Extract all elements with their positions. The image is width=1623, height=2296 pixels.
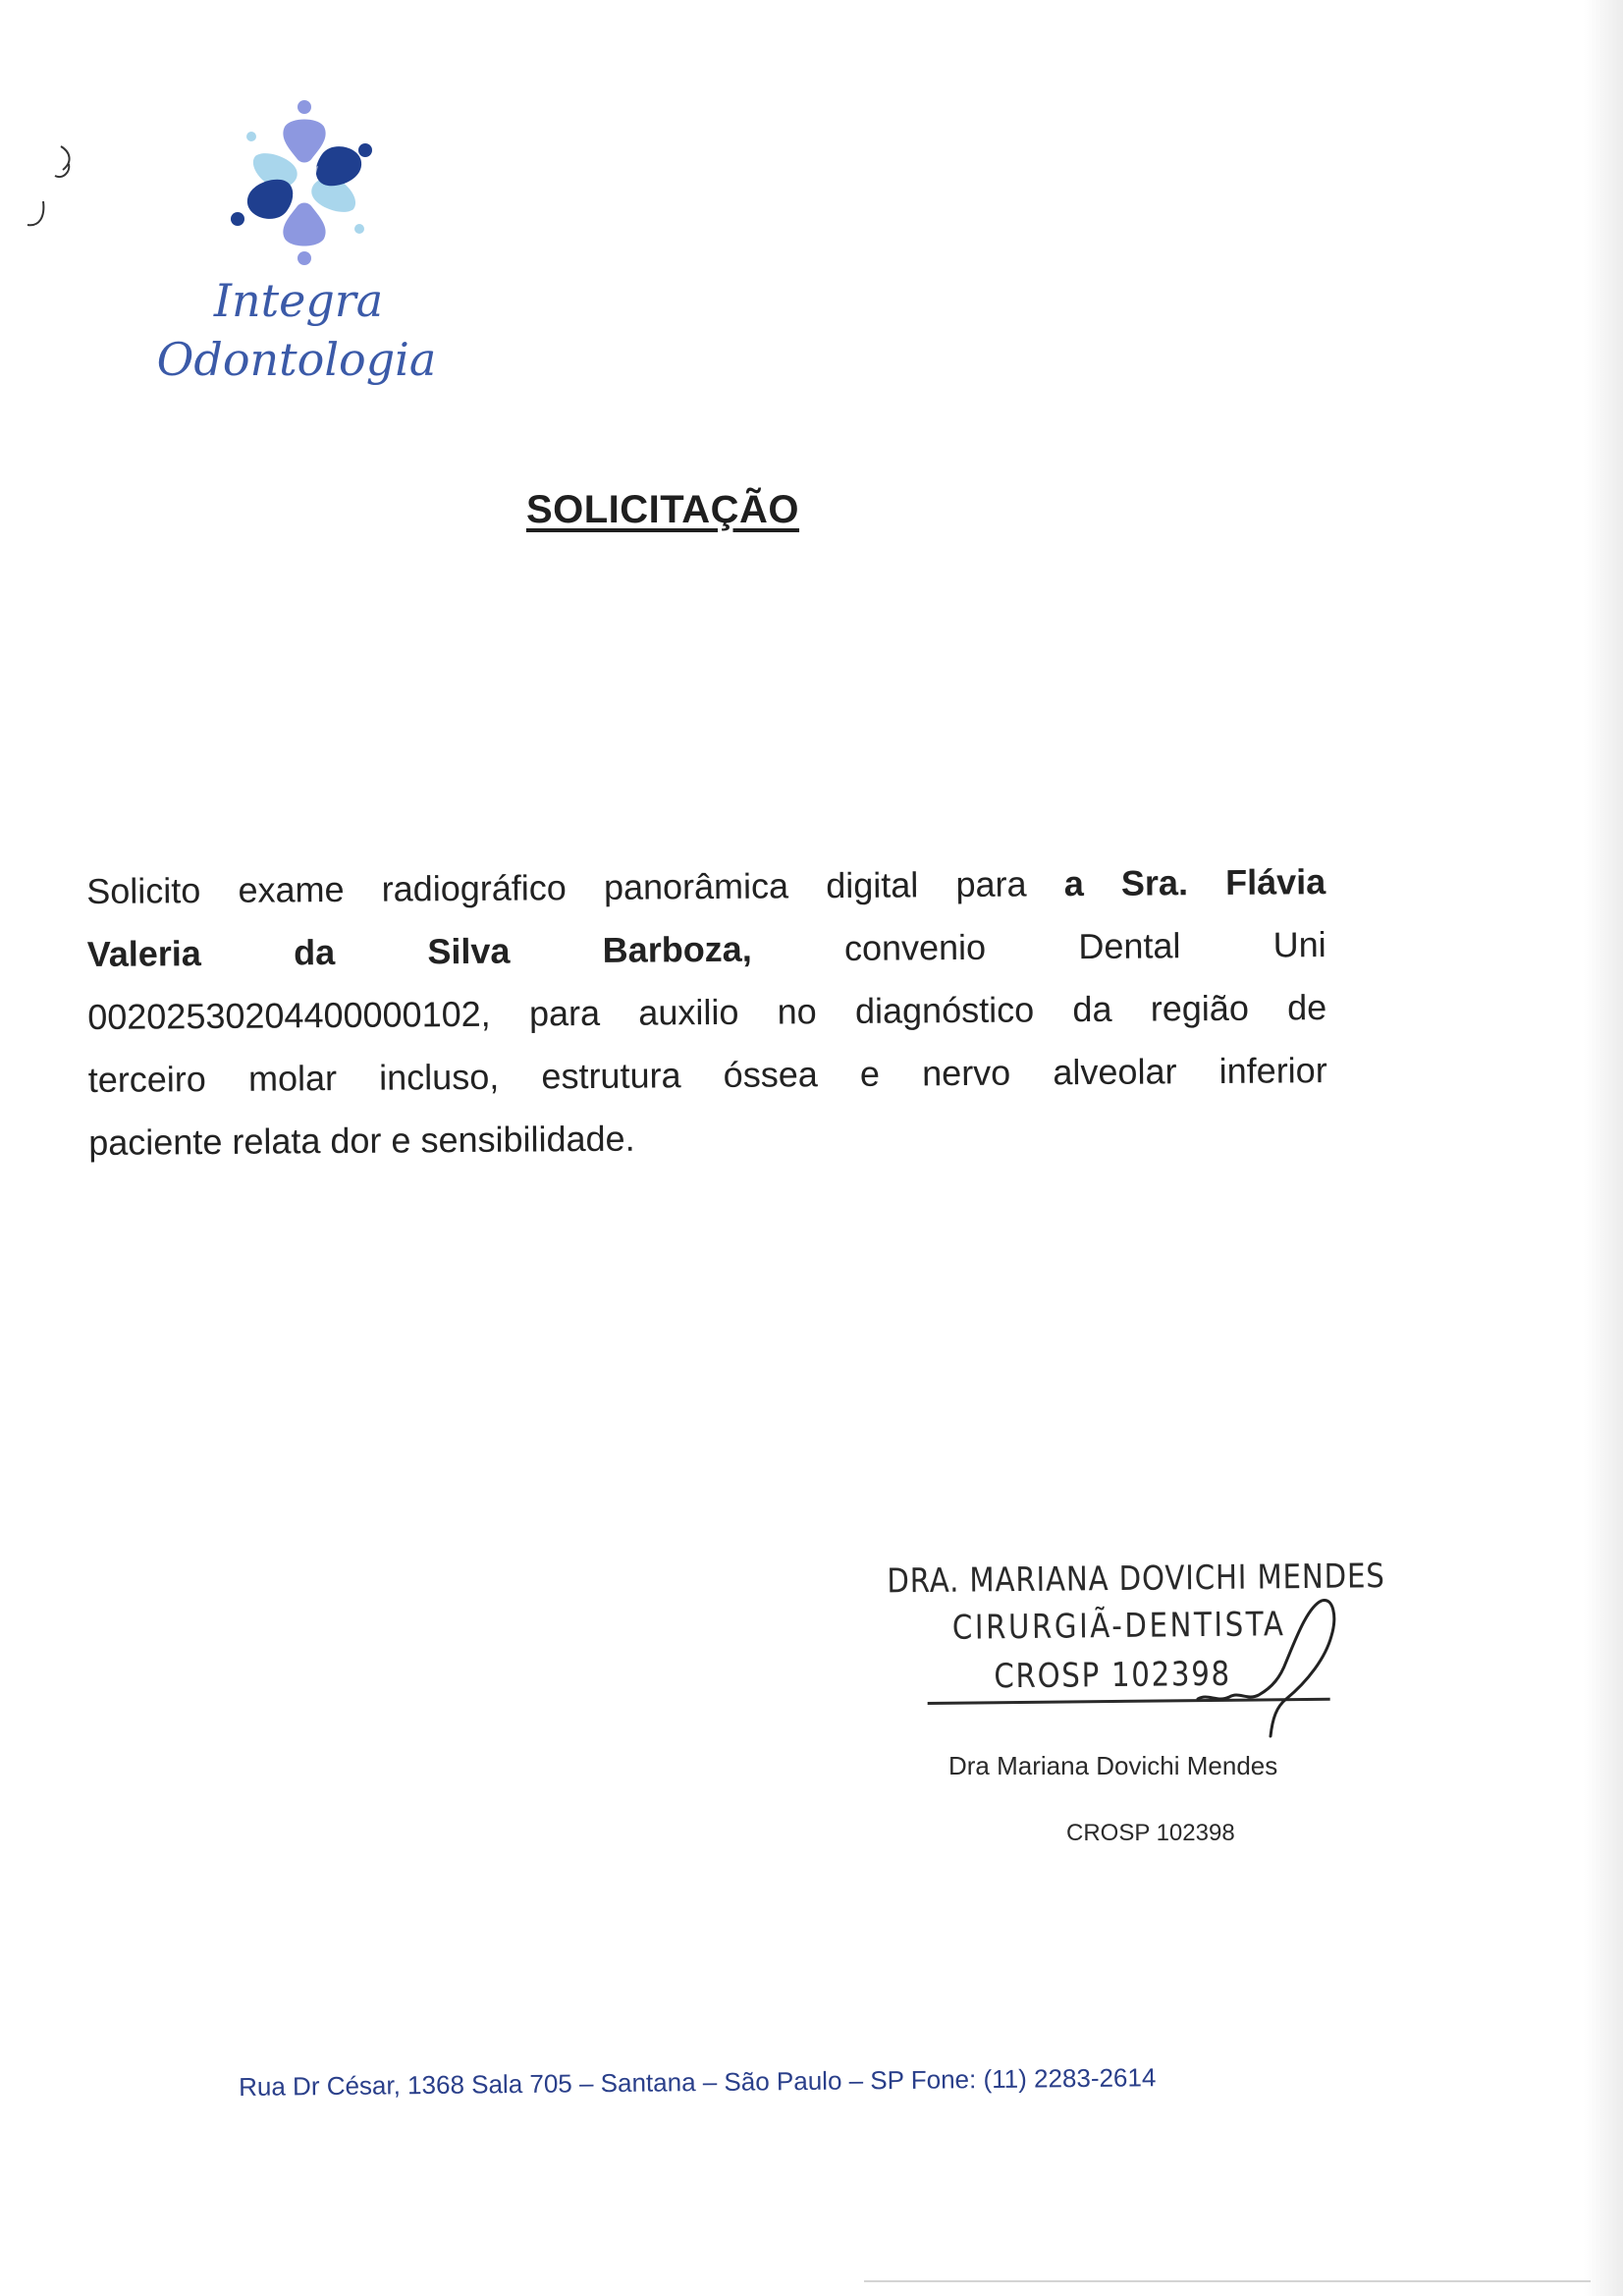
request-body [86,850,1327,1175]
body-line-5: paciente relata dor e sensibilidade. [88,1118,635,1163]
stamp-name: DRA. MARIANA DOVICHI MENDES [887,1557,1385,1602]
logo-wordmark-line2: Odontologia [156,333,437,386]
patient-name-part2: Valeria da Silva Barboza, [86,928,752,974]
footer-address: Rua Dr César, 1368 Sala 705 – Santana – São Paulo – SP Fone: (11) 2283-2614 [239,2062,1157,2102]
logo-wordmark-line1: Integra [213,274,384,327]
body-line-1 [86,850,1325,923]
body-text: Solicito exame radiográfico panorâmica digital para [86,863,1064,911]
scan-line [864,2280,1591,2282]
signatory-name: Dra Mariana Dovichi Mendes [948,1751,1278,1780]
clinic-logo [157,93,452,398]
body-line-3: 00202530204400000102, para auxilio no diagnóstico da região de [87,987,1327,1037]
body-line-4: terceiro molar incluso, estrutura óssea e nervo alveolar inferior [87,1050,1327,1100]
handwritten-signature [1178,1583,1355,1760]
body-text: convenio Dental Uni [751,924,1326,969]
patient-name-part1: a Sra. Flávia [1063,861,1326,904]
signatory-crosp: CROSP 102398 [1066,1820,1235,1846]
scan-edge-shadow [1584,0,1623,2296]
tooth-cluster-logo-icon [216,93,393,270]
stamp-profession: CIRURGIÃ-DENTISTA [951,1605,1286,1648]
document-title: SOLICITAÇÃO [525,488,800,531]
stamp-crosp: CROSP 102398 [994,1654,1232,1697]
margin-pen-mark [14,142,82,241]
body-line-2 [87,913,1326,986]
